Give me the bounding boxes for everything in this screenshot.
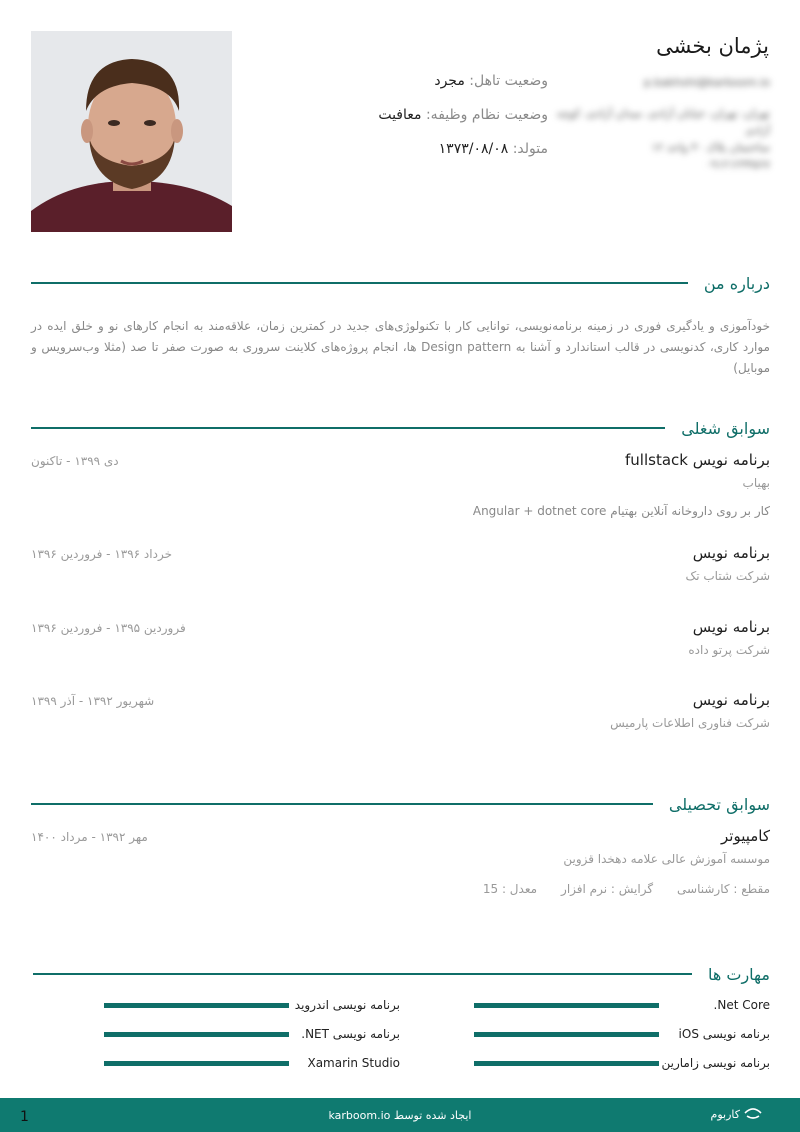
education-item — [31, 827, 770, 896]
skills-title: مهارت ها — [707, 964, 770, 984]
education-gpa: معدل : 15 — [482, 882, 538, 896]
contact-info — [550, 76, 770, 173]
job-company: بهیاب — [742, 476, 770, 490]
education-field: کامپیوتر — [721, 827, 770, 845]
job-item — [31, 691, 770, 730]
job-date: دی ۱۳۹۹ - تاکنون — [31, 454, 119, 468]
credit-site[interactable]: karboom.io — [328, 1109, 391, 1122]
address-line-2: ساختمان پلاک ۳۰ واحد ۱۲ — [651, 141, 770, 154]
about-section-header — [31, 270, 770, 296]
skill-item — [104, 1024, 400, 1044]
job-title: برنامه نویس fullstack — [625, 451, 770, 469]
education-major: گرایش : نرم افزار — [561, 882, 654, 896]
divider — [31, 803, 653, 805]
skills-section-header — [33, 961, 770, 987]
marital-status: وضعیت تاهل: مجرد — [434, 73, 548, 89]
skill-name: برنامه نویسی iOS — [678, 1027, 770, 1041]
skill-name: برنامه نویسی NET. — [301, 1027, 400, 1041]
education-institute: موسسه آموزش عالی علامه دهخدا قزوین — [563, 852, 770, 866]
job-item — [31, 618, 770, 657]
job-company: شرکت پرتو داده — [688, 643, 770, 657]
address-line-1: تهران، تهران، خیابان آزادی، میدان آزادی، کوچه آزادی — [556, 107, 770, 137]
footer-credit — [0, 1109, 800, 1122]
job-date: خرداد ۱۳۹۶ - فروردین ۱۳۹۶ — [31, 547, 172, 561]
skill-name: برنامه نویسی اندروید — [294, 998, 400, 1012]
karboom-logo[interactable] — [711, 1106, 762, 1123]
education-degree: مقطع : کارشناسی — [677, 882, 770, 896]
job-description: کار بر روی داروخانه آنلاین بهتیام Angular + dotnet core — [472, 504, 770, 518]
skill-item — [474, 1024, 770, 1044]
job-title: برنامه نویس — [692, 544, 770, 562]
military-status: وضعیت نظام وظیفه: معافیت — [378, 107, 548, 123]
full-name: پژمان بخشی — [656, 34, 769, 58]
job-item — [31, 544, 770, 583]
skill-name: Xamarin Studio — [307, 1056, 400, 1070]
experience-section-header — [31, 415, 770, 441]
skills-grid — [0, 995, 800, 1085]
page-number: 1 — [20, 1109, 29, 1125]
phone: ۰۹۱۲۱۲۳۴۵۶۷ — [705, 158, 770, 171]
email: p.bakhshi@karboom.io — [643, 76, 770, 89]
skill-item — [104, 1053, 400, 1073]
divider — [33, 973, 692, 975]
skill-level-bar — [104, 1003, 289, 1008]
skill-name: برنامه نویسی زامارین — [661, 1056, 770, 1070]
skill-item — [474, 1053, 770, 1073]
education-meta — [31, 882, 770, 896]
experience-title: سوابق شغلی — [681, 418, 770, 438]
job-company: شرکت شتاب تک — [685, 569, 770, 583]
skill-level-bar — [474, 1003, 659, 1008]
job-title: برنامه نویس — [692, 618, 770, 636]
education-title: سوابق تحصیلی — [668, 794, 770, 814]
briefcase-icon — [744, 1106, 762, 1123]
credit-prefix: ایجاد شده توسط — [393, 1109, 472, 1122]
birth-date: متولد: ۱۳۷۳/۰۸/۰۸ — [438, 141, 548, 157]
personal-info — [348, 73, 548, 175]
job-company: شرکت فناوری اطلاعات پارمیس — [610, 716, 770, 730]
job-item — [31, 451, 770, 518]
profile-photo — [31, 31, 232, 232]
divider — [31, 282, 688, 284]
skill-level-bar — [474, 1061, 659, 1066]
skill-name: Net Core. — [713, 998, 770, 1012]
education-date: مهر ۱۳۹۲ - مرداد ۱۴۰۰ — [31, 830, 148, 844]
job-title: برنامه نویس — [692, 691, 770, 709]
skill-item — [474, 995, 770, 1015]
footer — [0, 1098, 800, 1132]
skill-item — [104, 995, 400, 1015]
job-date: شهریور ۱۳۹۲ - آذر ۱۳۹۹ — [31, 694, 155, 708]
job-date: فروردین ۱۳۹۵ - فروردین ۱۳۹۶ — [31, 621, 186, 635]
divider — [31, 427, 665, 429]
about-text: خودآموزی و یادگیری فوری در زمینه برنامه‌نویسی، توانایی کار با تکنولوژی‌های جدید در کمترین زمان، علاقه‌مند به انجام کارهای نو و خلق ایده در موارد کاری، کدنویسی در قالب استاندارد و آشنا به Design pattern ها، انجام پروژه‌های کلاینت سروری به صورت صفر تا صد (مثلا وب‌سرویس و موبایل) — [31, 319, 770, 375]
education-section-header — [31, 791, 770, 817]
about-title: درباره من — [703, 273, 770, 293]
logo-text: کاربوم — [710, 1108, 740, 1121]
skill-level-bar — [474, 1032, 659, 1037]
skill-level-bar — [104, 1032, 289, 1037]
skill-level-bar — [104, 1061, 289, 1066]
